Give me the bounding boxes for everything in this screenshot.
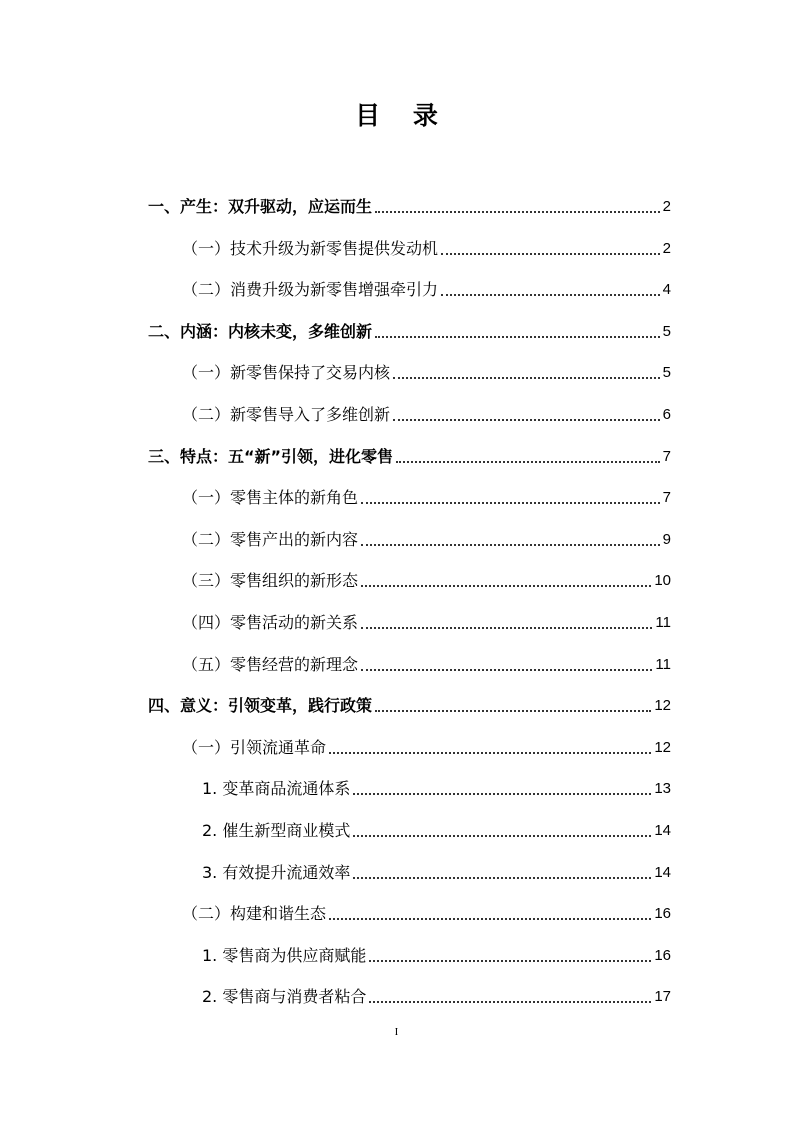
toc-entry[interactable]: [182, 598, 671, 634]
toc-dot-leader: [329, 751, 651, 754]
toc-entry[interactable]: [148, 307, 671, 343]
toc-entry[interactable]: [182, 556, 671, 592]
toc-dot-leader: [361, 626, 652, 629]
toc-entry-page: 17: [654, 988, 671, 1006]
toc-entry-page: 2: [662, 198, 671, 215]
toc-entry-title: （二）消费升级为新零售增强牵引力: [182, 280, 439, 300]
toc-entry[interactable]: [202, 848, 671, 884]
toc-entry-title: 2. 催生新型商业模式: [202, 821, 351, 840]
toc-entry[interactable]: [182, 265, 671, 301]
page-number-footer: I: [394, 1026, 399, 1038]
toc-entry-title: （一）新零售保持了交易内核: [182, 363, 391, 383]
toc-entry[interactable]: [182, 348, 671, 384]
toc-entry-page: 12: [654, 697, 671, 715]
toc-entry-page: 11: [655, 614, 671, 631]
toc-entry-page: 13: [654, 780, 671, 798]
toc-entry[interactable]: [148, 182, 671, 218]
toc-dot-leader: [361, 501, 660, 504]
toc-entry-page: 2: [662, 239, 671, 257]
toc-entry[interactable]: [182, 473, 671, 509]
toc-entry-page: 7: [662, 447, 671, 465]
toc-dot-leader: [369, 959, 651, 962]
toc-entry[interactable]: [182, 224, 671, 260]
toc-entry[interactable]: [182, 723, 671, 759]
toc-dot-leader: [361, 668, 652, 671]
toc-dot-leader: [393, 418, 660, 421]
toc-entry-page: 16: [654, 946, 671, 964]
toc-entry-title: 2. 零售商与消费者粘合: [202, 987, 367, 1007]
toc-entry-title: 3. 有效提升流通效率: [202, 862, 351, 882]
toc-dot-leader: [369, 1000, 651, 1003]
toc-dot-leader: [375, 335, 660, 338]
toc-entry-title: （二）构建和谐生态: [182, 904, 327, 924]
toc-entry-page: 6: [662, 406, 671, 423]
toc-dot-leader: [329, 917, 651, 920]
toc-dot-leader: [375, 210, 660, 213]
toc-entry-title: （一）零售主体的新角色: [182, 488, 359, 508]
toc-entry-title: （一）引领流通革命: [182, 737, 327, 757]
toc-entry[interactable]: [182, 889, 671, 925]
toc-entry-title: （二）零售产出的新内容: [182, 529, 359, 549]
toc-entry-title: （三）零售组织的新形态: [182, 571, 359, 591]
toc-entry-title: 四、意义：引领变革，践行政策: [148, 696, 373, 716]
toc-dot-leader: [396, 460, 660, 463]
toc-entry[interactable]: [202, 931, 671, 967]
toc-entry-page: 14: [654, 863, 671, 881]
toc-entry-title: 二、内涵：内核未变，多维创新: [148, 321, 373, 341]
toc-dot-leader: [353, 834, 651, 837]
toc-entry-page: 5: [662, 322, 671, 340]
toc-entry-page: 5: [662, 364, 671, 382]
toc-entry-title: （二）新零售导入了多维创新: [182, 405, 391, 424]
toc-entry[interactable]: [182, 640, 671, 676]
toc-entry-title: 三、特点：五“新”引领，进化零售: [148, 446, 394, 466]
toc-entry-page: 10: [654, 572, 671, 590]
toc-dot-leader: [441, 252, 660, 255]
toc-dot-leader: [393, 376, 660, 379]
toc-entry-page: 11: [655, 655, 671, 673]
toc-entry[interactable]: [148, 432, 671, 468]
toc-entry-page: 14: [654, 822, 671, 839]
toc-dot-leader: [361, 584, 651, 587]
toc-entry[interactable]: [148, 681, 671, 717]
toc-dot-leader: [353, 792, 651, 795]
toc-dot-leader: [361, 543, 660, 546]
toc-entry-title: （五）零售经营的新理念: [182, 654, 359, 674]
toc-entry-page: 12: [654, 738, 671, 756]
toc-entry[interactable]: [182, 515, 671, 551]
toc-entry-page: 4: [662, 281, 671, 299]
toc-entry-page: 7: [662, 489, 671, 507]
toc-entry-title: 一、产生：双升驱动，应运而生: [148, 197, 373, 216]
toc-entry[interactable]: [182, 390, 671, 426]
toc-entry-page: 16: [654, 905, 671, 923]
toc-entry-title: 1. 零售商为供应商赋能: [202, 945, 367, 965]
toc-dot-leader: [441, 293, 660, 296]
toc-entry[interactable]: [202, 972, 671, 1008]
toc-title: 目 录: [355, 101, 450, 130]
toc-dot-leader: [375, 709, 651, 712]
toc-entry[interactable]: [202, 764, 671, 800]
toc-entry-title: （一）技术升级为新零售提供发动机: [182, 238, 439, 258]
toc-entry-title: 1. 变革商品流通体系: [202, 779, 351, 799]
toc-dot-leader: [353, 876, 651, 879]
toc-entry-title: （四）零售活动的新关系: [182, 613, 359, 632]
toc-entry[interactable]: [202, 806, 671, 842]
toc-entry-page: 9: [662, 530, 671, 548]
